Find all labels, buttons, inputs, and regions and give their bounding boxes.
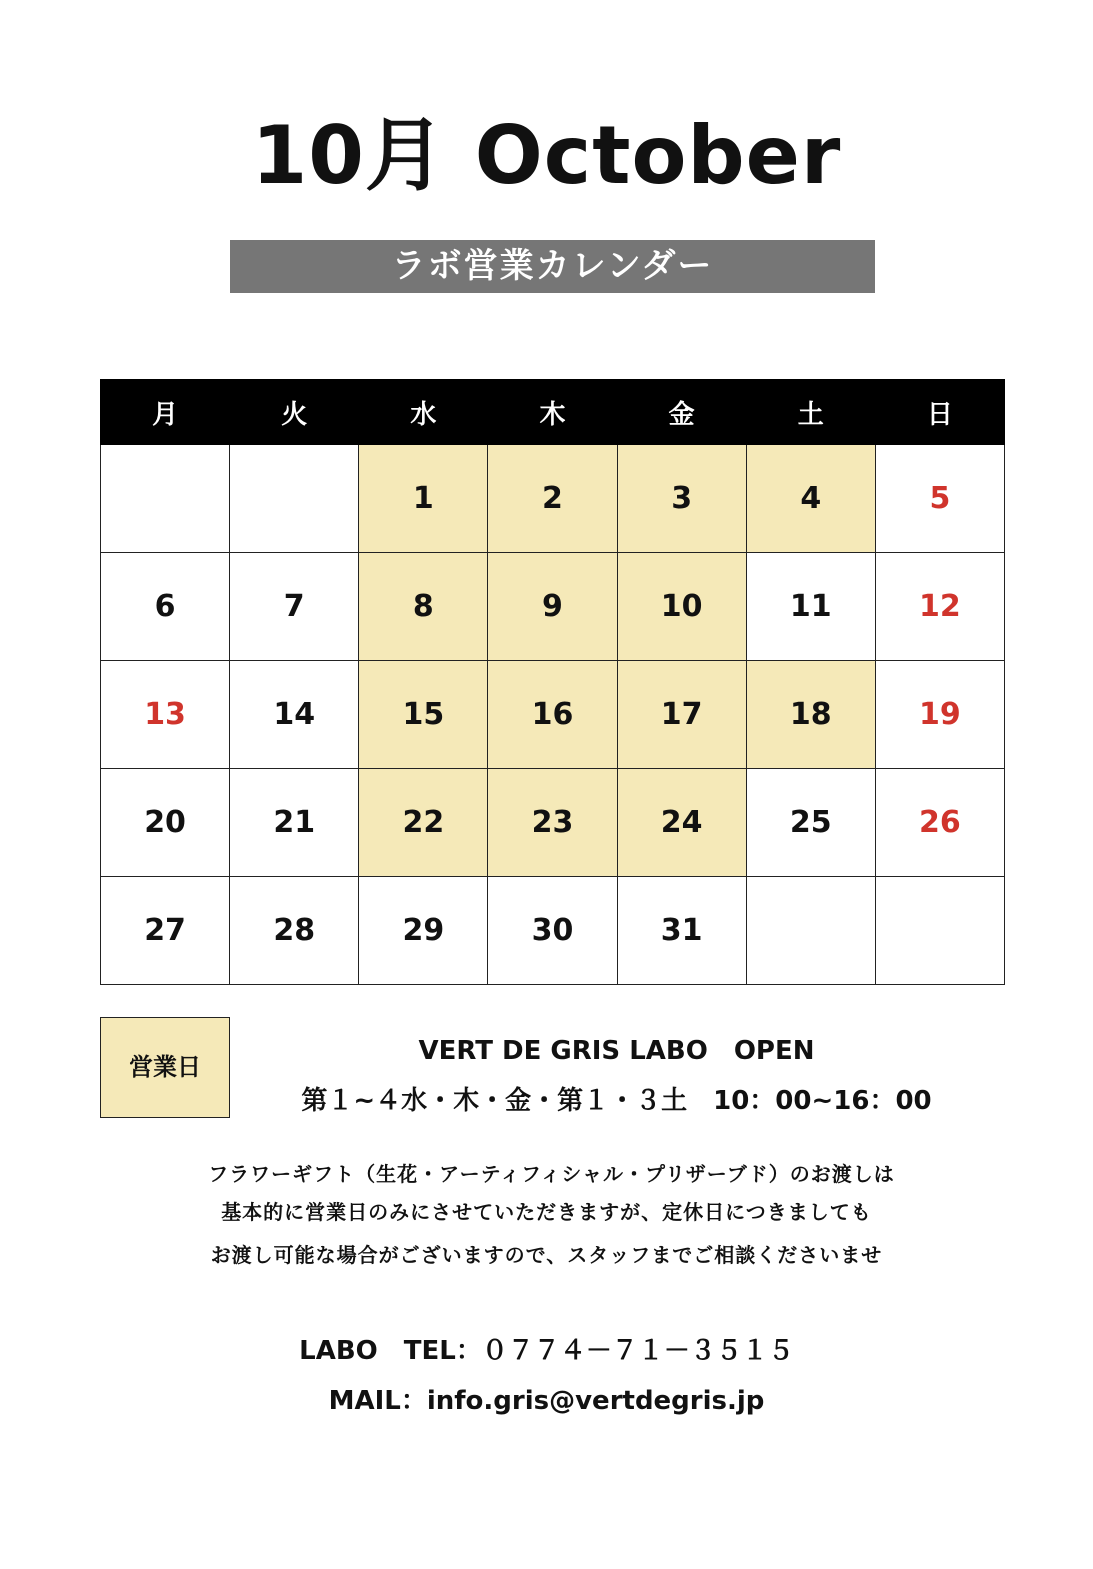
calendar-day-cell: 22 (359, 769, 488, 877)
note-line: 基本的に営業日のみにさせていただきますが、定休日につきましても (221, 1200, 872, 1224)
legend-open-day: 営業日 (100, 1017, 230, 1118)
calendar-day-cell: 10 (617, 553, 746, 661)
calendar-subtitle: ラボ営業カレンダー (230, 240, 875, 293)
weekday-mon: 月 (101, 380, 230, 445)
calendar-day-cell: 17 (617, 661, 746, 769)
calendar-day-cell: 2 (488, 445, 617, 553)
weekday-fri: 金 (617, 380, 746, 445)
calendar-day-cell: 26 (875, 769, 1004, 877)
weekday-sat: 土 (746, 380, 875, 445)
weekday-thu: 木 (488, 380, 617, 445)
calendar-week-row (101, 553, 1005, 661)
calendar-day-cell: 15 (359, 661, 488, 769)
calendar-day-cell: 28 (230, 877, 359, 985)
note-line: お渡し可能な場合がございますので、スタッフまでご相談くださいませ (210, 1243, 883, 1267)
calendar-week-row (101, 661, 1005, 769)
calendar-day-cell: 14 (230, 661, 359, 769)
calendar-day-cell: 30 (488, 877, 617, 985)
open-title: VERT DE GRIS LABO OPEN (418, 1036, 815, 1066)
calendar-day-cell: 13 (101, 661, 230, 769)
calendar-table (100, 379, 1005, 985)
note-line: フラワーギフト（生花・アーティフィシャル・プリザーブド）のお渡しは (208, 1162, 895, 1186)
calendar-week-row (101, 445, 1005, 553)
calendar-day-cell: 24 (617, 769, 746, 877)
page-title: 10月 October (251, 109, 842, 202)
calendar-day-cell: 18 (746, 661, 875, 769)
calendar-day-cell: 7 (230, 553, 359, 661)
calendar-day-cell: 5 (875, 445, 1004, 553)
weekday-tue: 火 (230, 380, 359, 445)
calendar-day-cell: 8 (359, 553, 488, 661)
calendar-day-cell: 6 (101, 553, 230, 661)
calendar-empty-cell (230, 445, 359, 553)
calendar-week-row (101, 877, 1005, 985)
calendar-day-cell: 27 (101, 877, 230, 985)
calendar-day-cell: 21 (230, 769, 359, 877)
weekday-wed: 水 (359, 380, 488, 445)
calendar-day-cell: 20 (101, 769, 230, 877)
contact-tel: LABO TEL：０７７４－７１－３５１５ (299, 1336, 794, 1366)
calendar-day-cell: 3 (617, 445, 746, 553)
calendar-day-cell: 19 (875, 661, 1004, 769)
calendar-day-cell: 4 (746, 445, 875, 553)
open-hours: 第１~４水・木・金・第１・３土 10：00~16：00 (301, 1086, 932, 1116)
contact-mail: MAIL：info.gris@vertdegris.jp (328, 1386, 765, 1416)
calendar-day-cell: 9 (488, 553, 617, 661)
calendar-day-cell: 11 (746, 553, 875, 661)
calendar-day-cell: 23 (488, 769, 617, 877)
weekday-sun: 日 (875, 380, 1004, 445)
calendar-day-cell: 25 (746, 769, 875, 877)
weekday-header-row (101, 380, 1005, 445)
calendar-day-cell: 31 (617, 877, 746, 985)
calendar-day-cell: 16 (488, 661, 617, 769)
calendar-week-row (101, 769, 1005, 877)
calendar-day-cell: 29 (359, 877, 488, 985)
calendar-empty-cell (101, 445, 230, 553)
calendar-day-cell: 1 (359, 445, 488, 553)
calendar-day-cell: 12 (875, 553, 1004, 661)
calendar-empty-cell (746, 877, 875, 985)
calendar-empty-cell (875, 877, 1004, 985)
